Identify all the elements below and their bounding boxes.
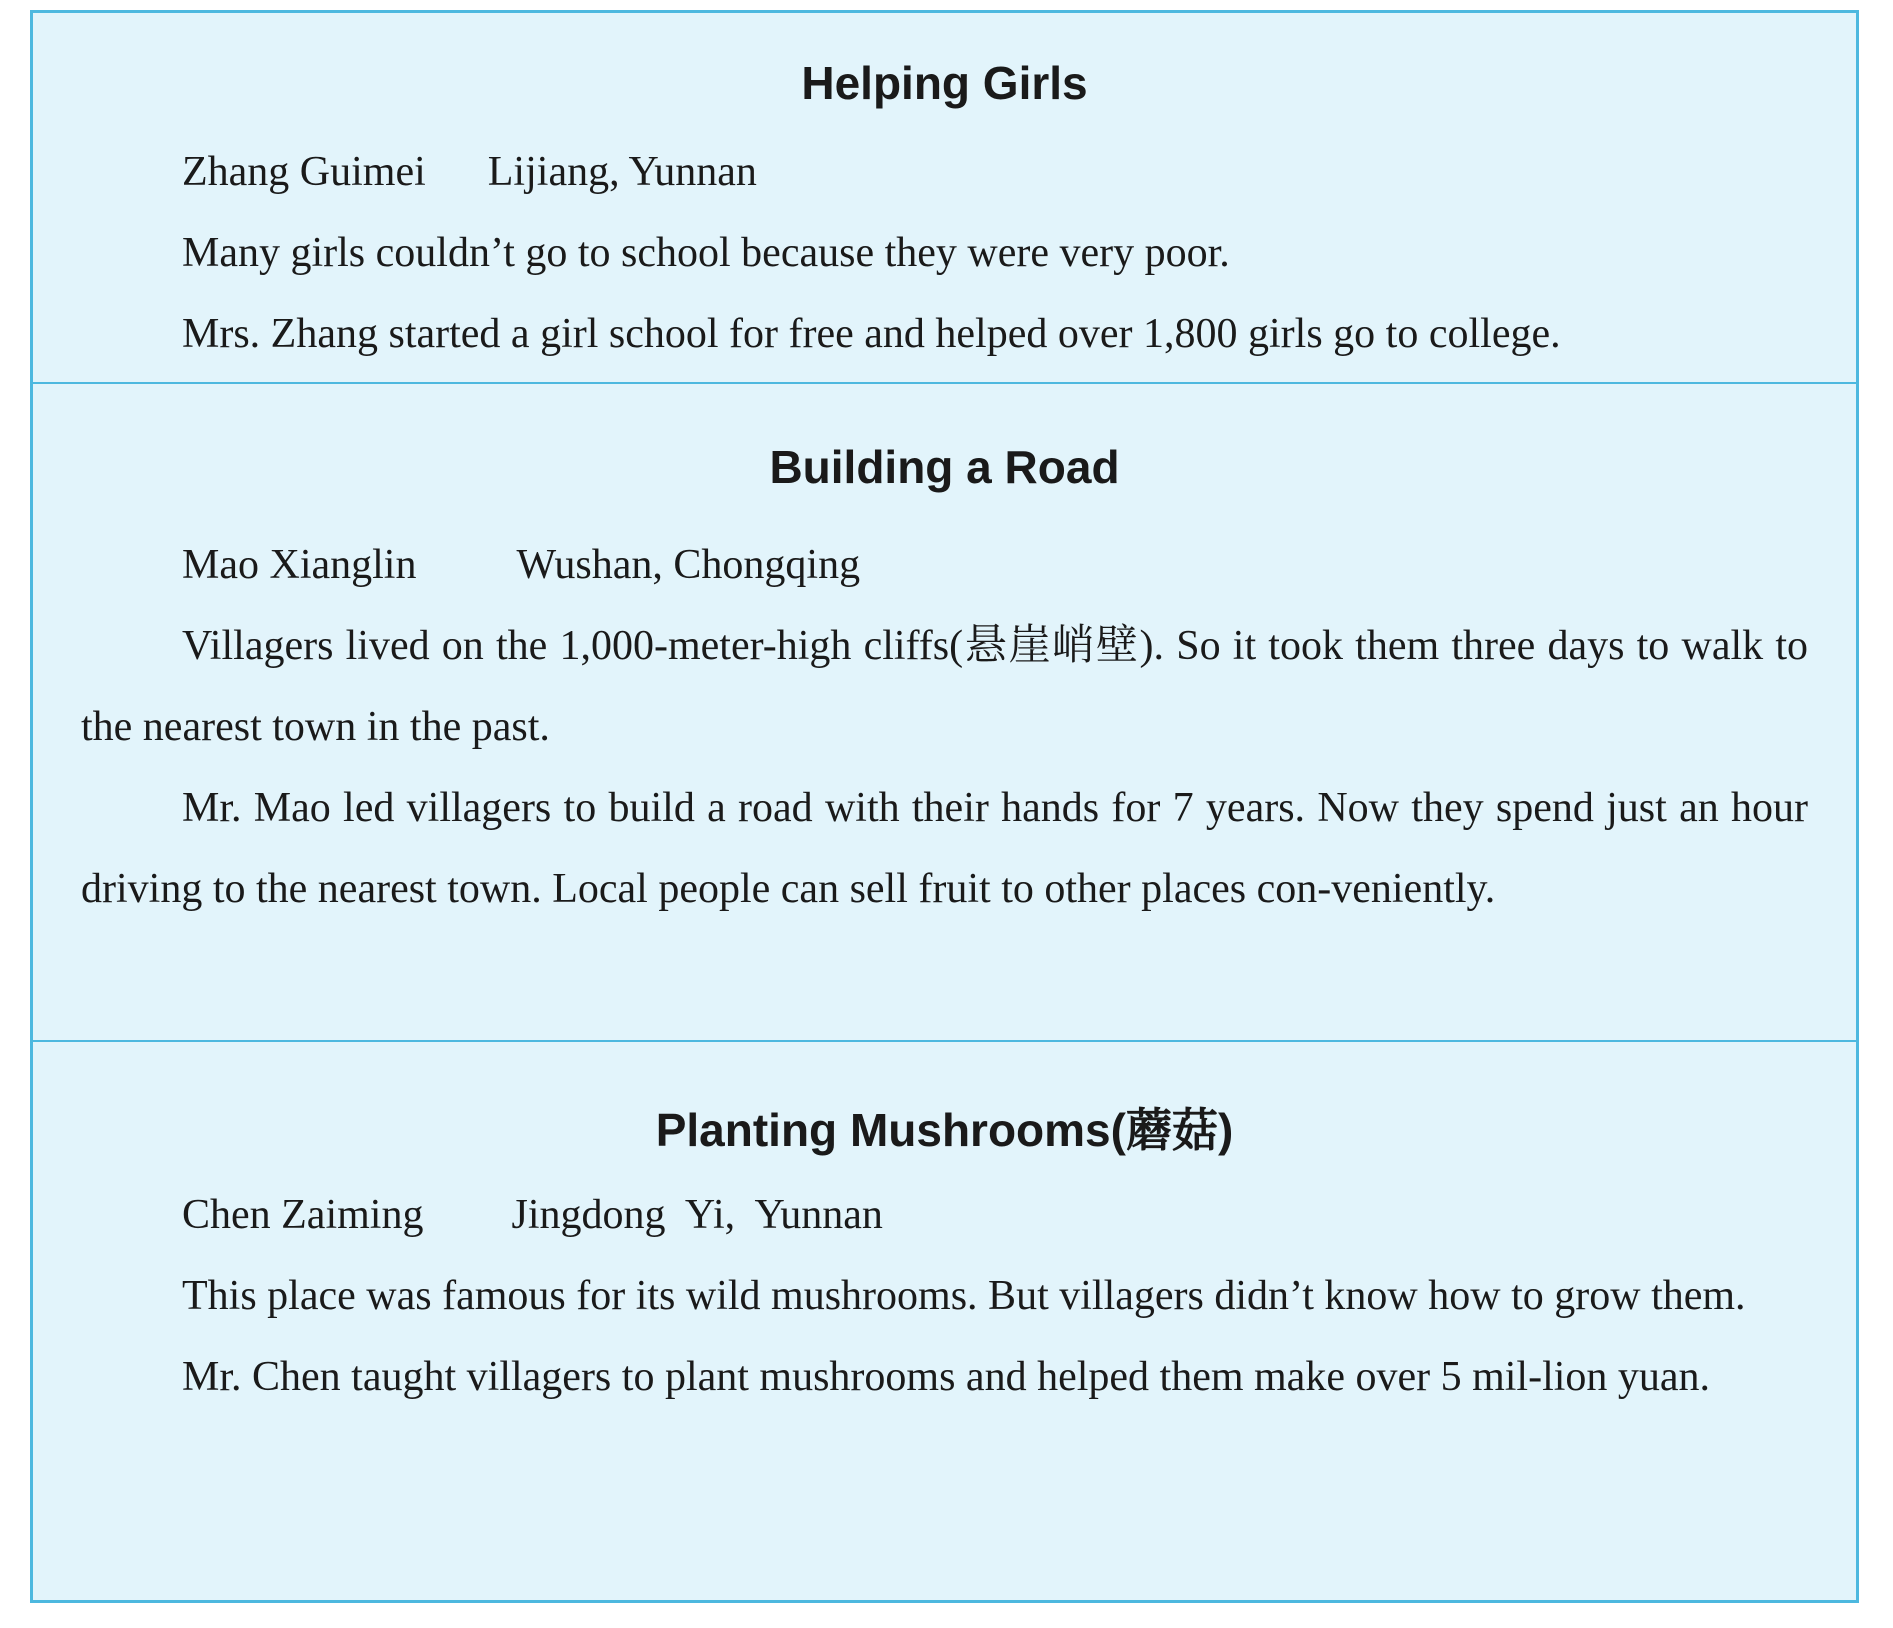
section-body-planting-mushrooms <box>81 1175 1808 1418</box>
stories-panel <box>30 10 1859 1603</box>
place-name: Wushan, Chongqing <box>516 542 861 588</box>
section-body-helping-girls <box>81 132 1808 375</box>
problem-paragraph: Villagers lived on the 1,000-meter-high cliffs(悬崖峭壁). So it took them three days to walk to the nearest town in the past. <box>81 623 1808 750</box>
place-name: Jingdong Yi, Yunnan <box>511 1192 883 1238</box>
person-name: Zhang Guimei <box>182 149 426 195</box>
section-title: Helping Girls <box>801 57 1088 109</box>
byline <box>81 1175 1808 1256</box>
solution-paragraph: Mr. Mao led villagers to build a road with their hands for 7 years. Now they spend just an hour driving to the nearest town. Local people can sell fruit to other places con-veniently. <box>81 785 1808 912</box>
solution-paragraph: Mrs. Zhang started a girl school for free and helped over 1,800 girls go to college. <box>182 311 1561 357</box>
section-title: Building a Road <box>769 441 1120 493</box>
problem-paragraph: This place was famous for its wild mushrooms. But villagers didn’t know how to grow them. <box>182 1273 1746 1319</box>
person-name: Chen Zaiming <box>182 1192 424 1238</box>
person-name: Mao Xianglin <box>182 542 417 588</box>
section-title: Planting Mushrooms(蘑菇) <box>655 1104 1234 1156</box>
solution-paragraph: Mr. Chen taught villagers to plant mushrooms and helped them make over 5 mil-lion yuan. <box>182 1354 1711 1400</box>
section-body-building-road <box>81 525 1808 930</box>
byline <box>81 132 1808 213</box>
place-name: Lijiang, Yunnan <box>487 149 757 195</box>
problem-paragraph: Many girls couldn’t go to school because they were very poor. <box>182 230 1230 276</box>
byline <box>81 525 1808 606</box>
